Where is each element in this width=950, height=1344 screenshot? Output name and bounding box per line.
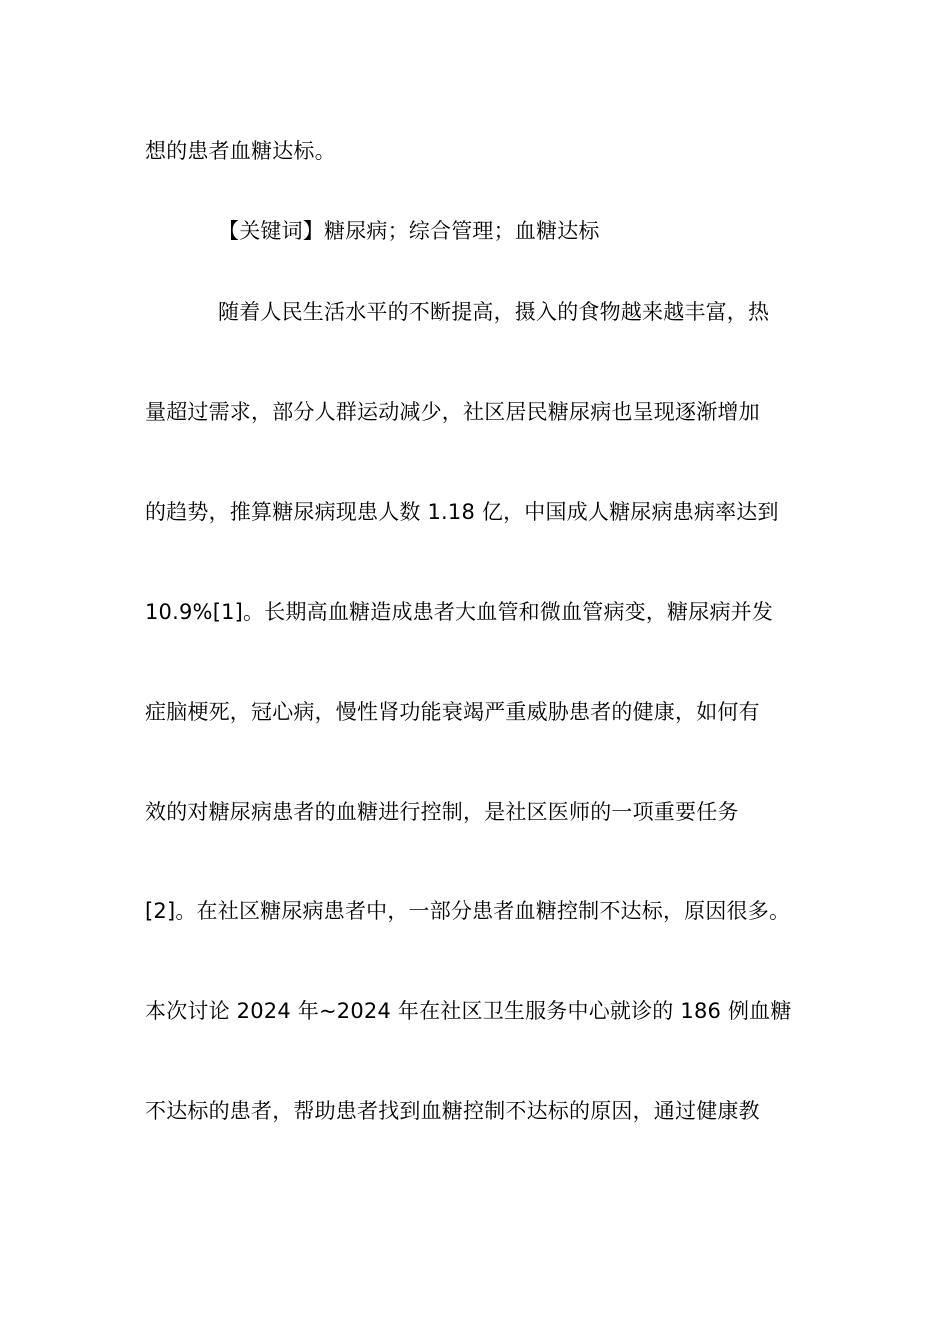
paragraph-line: 量超过需求，部分人群运动减少，社区居民糖尿病也呈现逐渐增加 [145, 400, 760, 424]
paragraph-line: 10.9%[1]。长期高血糖造成患者大血管和微血管病变，糖尿病并发 [145, 600, 774, 624]
paragraph-line: 效的对糖尿病患者的血糖进行控制，是社区医师的一项重要任务 [145, 800, 739, 824]
paragraph-first-line: 随着人民生活水平的不断提高，摄入的食物越来越丰富，热 [218, 300, 770, 324]
text-line-abstract-end: 想的患者血糖达标。 [145, 139, 336, 163]
paragraph-line: 不达标的患者，帮助患者找到血糖控制不达标的原因，通过健康教 [145, 1099, 760, 1123]
paragraph-line: 本次讨论 2024 年~2024 年在社区卫生服务中心就诊的 186 例血糖 [145, 999, 792, 1023]
paragraph-line: 症脑梗死，冠心病，慢性肾功能衰竭严重威胁患者的健康，如何有 [145, 700, 760, 724]
keywords-line: 【关键词】糖尿病；综合管理；血糖达标 [218, 219, 600, 243]
paragraph-line: [2]。在社区糖尿病患者中，一部分患者血糖控制不达标，原因很多。 [145, 899, 791, 923]
paragraph-line: 的趋势，推算糖尿病现患人数 1.18 亿，中国成人糖尿病患病率达到 [145, 500, 779, 524]
